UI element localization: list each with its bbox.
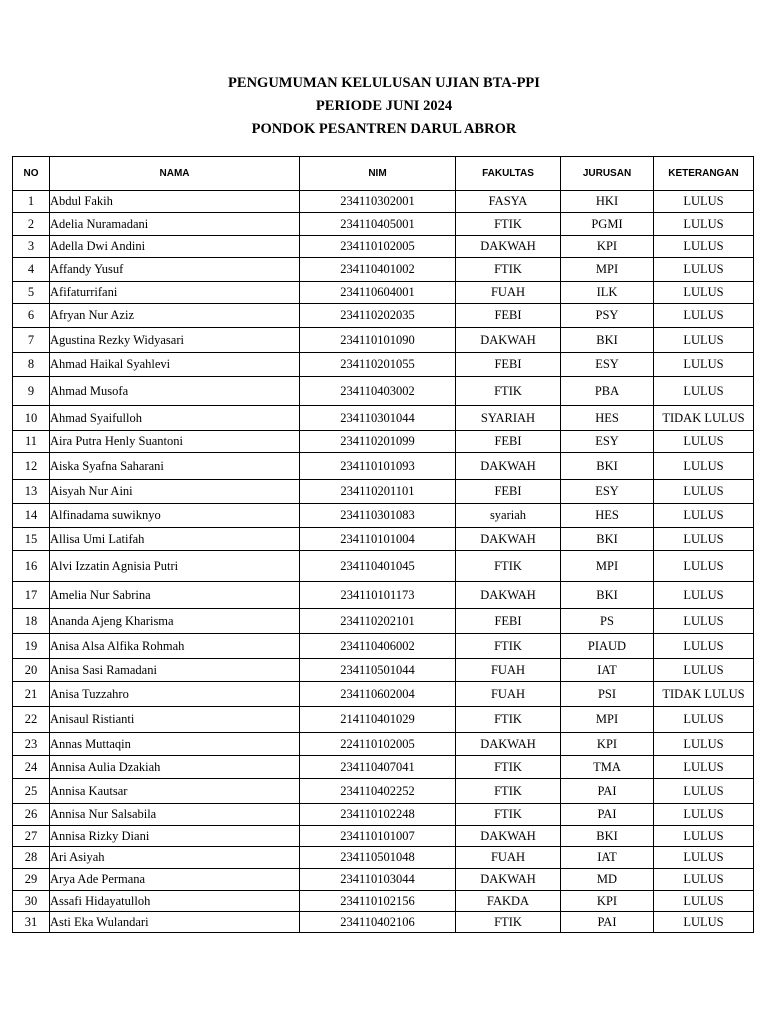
row-jurusan: MPI [561, 551, 654, 582]
table-row [13, 869, 754, 891]
row-keterangan: LULUS [654, 328, 754, 353]
table-row [13, 353, 754, 377]
row-no: 15 [13, 528, 50, 551]
row-nama: Alvi Izzatin Agnisia Putri [50, 551, 300, 582]
row-nim: 234110101173 [300, 582, 456, 609]
row-nama: Arya Ade Permana [50, 869, 300, 891]
row-fakultas: DAKWAH [456, 582, 561, 609]
row-nim: 234110201101 [300, 480, 456, 504]
row-nim: 234110302001 [300, 191, 456, 213]
row-nim: 234110201055 [300, 353, 456, 377]
row-no: 3 [13, 236, 50, 258]
row-nim: 234110402252 [300, 779, 456, 804]
row-no: 21 [13, 682, 50, 707]
row-nama: Adelia Nuramadani [50, 213, 300, 236]
table-row [13, 258, 754, 282]
row-nim: 234110604001 [300, 282, 456, 304]
row-no: 2 [13, 213, 50, 236]
title-line-3: PONDOK PESANTREN DARUL ABROR [251, 121, 517, 137]
row-nim: 234110501048 [300, 847, 456, 869]
row-keterangan: LULUS [654, 213, 754, 236]
row-jurusan: PSI [561, 682, 654, 707]
row-jurusan: ESY [561, 353, 654, 377]
row-no: 7 [13, 328, 50, 353]
row-jurusan: IAT [561, 847, 654, 869]
row-keterangan: LULUS [654, 551, 754, 582]
table-row [13, 213, 754, 236]
row-nim: 234110102248 [300, 804, 456, 826]
header-no: NO [13, 157, 50, 191]
row-fakultas: DAKWAH [456, 528, 561, 551]
row-keterangan: LULUS [654, 779, 754, 804]
row-keterangan: TIDAK LULUS [654, 682, 754, 707]
row-keterangan: LULUS [654, 609, 754, 634]
row-nim: 234110101004 [300, 528, 456, 551]
results-table [12, 156, 754, 933]
row-nama: Ari Asiyah [50, 847, 300, 869]
row-no: 22 [13, 707, 50, 733]
row-nama: Abdul Fakih [50, 191, 300, 213]
row-nama: Ananda Ajeng Kharisma [50, 609, 300, 634]
header-jurusan: JURUSAN [561, 157, 654, 191]
table-row [13, 236, 754, 258]
row-nim: 234110102005 [300, 236, 456, 258]
row-keterangan: LULUS [654, 733, 754, 756]
row-no: 14 [13, 504, 50, 528]
table-row [13, 504, 754, 528]
row-jurusan: PAI [561, 804, 654, 826]
row-nim: 234110402106 [300, 912, 456, 933]
row-keterangan: LULUS [654, 659, 754, 682]
row-nama: Annisa Aulia Dzakiah [50, 756, 300, 779]
row-keterangan: LULUS [654, 258, 754, 282]
row-no: 23 [13, 733, 50, 756]
table-row [13, 551, 754, 582]
table-row [13, 609, 754, 634]
row-nim: 234110201099 [300, 431, 456, 453]
row-fakultas: FUAH [456, 659, 561, 682]
table-row [13, 659, 754, 682]
table-row [13, 304, 754, 328]
row-nim: 234110101090 [300, 328, 456, 353]
row-keterangan: LULUS [654, 912, 754, 933]
row-nama: Anisa Sasi Ramadani [50, 659, 300, 682]
row-jurusan: HES [561, 406, 654, 431]
header-keterangan: KETERANGAN [654, 157, 754, 191]
row-fakultas: FUAH [456, 847, 561, 869]
row-no: 6 [13, 304, 50, 328]
row-fakultas: FEBI [456, 431, 561, 453]
row-keterangan: LULUS [654, 480, 754, 504]
row-fakultas: FUAH [456, 282, 561, 304]
row-fakultas: FTIK [456, 634, 561, 659]
row-fakultas: FEBI [456, 353, 561, 377]
row-keterangan: LULUS [654, 804, 754, 826]
row-keterangan: LULUS [654, 634, 754, 659]
row-nama: Ahmad Musofa [50, 377, 300, 406]
row-nama: Anisa Alsa Alfika Rohmah [50, 634, 300, 659]
row-keterangan: LULUS [654, 582, 754, 609]
row-fakultas: FTIK [456, 707, 561, 733]
row-nim: 214110401029 [300, 707, 456, 733]
row-fakultas: DAKWAH [456, 453, 561, 480]
row-jurusan: PS [561, 609, 654, 634]
row-nim: 234110301044 [300, 406, 456, 431]
row-nama: Anisa Tuzzahro [50, 682, 300, 707]
row-jurusan: KPI [561, 733, 654, 756]
row-nim: 234110501044 [300, 659, 456, 682]
row-no: 26 [13, 804, 50, 826]
row-no: 12 [13, 453, 50, 480]
row-nim: 234110102156 [300, 891, 456, 912]
row-no: 30 [13, 891, 50, 912]
table-row [13, 282, 754, 304]
row-nama: Adella Dwi Andini [50, 236, 300, 258]
row-no: 11 [13, 431, 50, 453]
row-keterangan: LULUS [654, 528, 754, 551]
row-nim: 234110202035 [300, 304, 456, 328]
row-nim: 234110403002 [300, 377, 456, 406]
row-fakultas: FASYA [456, 191, 561, 213]
row-nama: Aiska Syafna Saharani [50, 453, 300, 480]
table-row [13, 582, 754, 609]
row-fakultas: DAKWAH [456, 733, 561, 756]
row-fakultas: FTIK [456, 213, 561, 236]
document-title [0, 72, 768, 141]
row-jurusan: PIAUD [561, 634, 654, 659]
row-no: 18 [13, 609, 50, 634]
row-keterangan: LULUS [654, 353, 754, 377]
title-line-1: PENGUMUMAN KELULUSAN UJIAN BTA-PPI [228, 75, 540, 91]
row-keterangan: LULUS [654, 756, 754, 779]
row-no: 29 [13, 869, 50, 891]
table-row [13, 377, 754, 406]
row-jurusan: MD [561, 869, 654, 891]
row-keterangan: LULUS [654, 504, 754, 528]
row-no: 17 [13, 582, 50, 609]
row-nama: Ahmad Syaifulloh [50, 406, 300, 431]
row-jurusan: BKI [561, 826, 654, 847]
table-row [13, 191, 754, 213]
row-keterangan: LULUS [654, 869, 754, 891]
row-jurusan: PSY [561, 304, 654, 328]
row-fakultas: FEBI [456, 304, 561, 328]
row-nim: 234110202101 [300, 609, 456, 634]
row-no: 9 [13, 377, 50, 406]
row-nama: Annisa Kautsar [50, 779, 300, 804]
row-nim: 234110406002 [300, 634, 456, 659]
row-keterangan: TIDAK LULUS [654, 406, 754, 431]
row-no: 27 [13, 826, 50, 847]
row-nim: 234110301083 [300, 504, 456, 528]
header-fakultas: FAKULTAS [456, 157, 561, 191]
row-nama: Amelia Nur Sabrina [50, 582, 300, 609]
table-row [13, 528, 754, 551]
row-jurusan: BKI [561, 528, 654, 551]
row-fakultas: FTIK [456, 912, 561, 933]
row-jurusan: PAI [561, 912, 654, 933]
table-row [13, 804, 754, 826]
row-no: 19 [13, 634, 50, 659]
row-fakultas: FTIK [456, 804, 561, 826]
row-jurusan: IAT [561, 659, 654, 682]
row-fakultas: FEBI [456, 609, 561, 634]
row-fakultas: DAKWAH [456, 869, 561, 891]
row-nama: Aisyah Nur Aini [50, 480, 300, 504]
row-nim: 224110102005 [300, 733, 456, 756]
row-keterangan: LULUS [654, 826, 754, 847]
row-keterangan: LULUS [654, 282, 754, 304]
table-header-row [13, 157, 754, 191]
row-fakultas: FAKDA [456, 891, 561, 912]
row-no: 8 [13, 353, 50, 377]
table-row [13, 682, 754, 707]
row-no: 13 [13, 480, 50, 504]
row-keterangan: LULUS [654, 236, 754, 258]
row-jurusan: BKI [561, 582, 654, 609]
row-nama: Annisa Rizky Diani [50, 826, 300, 847]
row-keterangan: LULUS [654, 707, 754, 733]
row-fakultas: FUAH [456, 682, 561, 707]
table-row [13, 779, 754, 804]
row-jurusan: HKI [561, 191, 654, 213]
row-keterangan: LULUS [654, 847, 754, 869]
row-jurusan: HES [561, 504, 654, 528]
row-jurusan: ILK [561, 282, 654, 304]
row-nim: 234110101007 [300, 826, 456, 847]
row-no: 1 [13, 191, 50, 213]
row-nama: Affandy Yusuf [50, 258, 300, 282]
row-no: 4 [13, 258, 50, 282]
row-no: 20 [13, 659, 50, 682]
row-fakultas: FEBI [456, 480, 561, 504]
row-fakultas: FTIK [456, 377, 561, 406]
row-nama: Anisaul Ristianti [50, 707, 300, 733]
row-nim: 234110401045 [300, 551, 456, 582]
row-fakultas: DAKWAH [456, 826, 561, 847]
table-row [13, 912, 754, 933]
row-jurusan: BKI [561, 328, 654, 353]
row-nama: Agustina Rezky Widyasari [50, 328, 300, 353]
row-jurusan: KPI [561, 236, 654, 258]
row-nama: Alfinadama suwiknyo [50, 504, 300, 528]
row-fakultas: syariah [456, 504, 561, 528]
row-nama: Ahmad Haikal Syahlevi [50, 353, 300, 377]
row-no: 16 [13, 551, 50, 582]
row-jurusan: MPI [561, 258, 654, 282]
row-jurusan: ESY [561, 480, 654, 504]
row-keterangan: LULUS [654, 191, 754, 213]
table-row [13, 406, 754, 431]
row-jurusan: PAI [561, 779, 654, 804]
row-no: 5 [13, 282, 50, 304]
table-row [13, 826, 754, 847]
row-jurusan: KPI [561, 891, 654, 912]
table-row [13, 847, 754, 869]
row-fakultas: FTIK [456, 551, 561, 582]
row-nama: Afifaturrifani [50, 282, 300, 304]
title-line-2: PERIODE JUNI 2024 [315, 98, 453, 114]
row-jurusan: ESY [561, 431, 654, 453]
row-nama: Assafi Hidayatulloh [50, 891, 300, 912]
row-nama: Annisa Nur Salsabila [50, 804, 300, 826]
row-fakultas: FTIK [456, 779, 561, 804]
row-no: 31 [13, 912, 50, 933]
table-body [13, 191, 754, 933]
table-row [13, 634, 754, 659]
row-nama: Afryan Nur Aziz [50, 304, 300, 328]
row-nama: Asti Eka Wulandari [50, 912, 300, 933]
row-fakultas: FTIK [456, 756, 561, 779]
row-no: 25 [13, 779, 50, 804]
row-fakultas: DAKWAH [456, 236, 561, 258]
row-nim: 234110602004 [300, 682, 456, 707]
row-no: 28 [13, 847, 50, 869]
row-nim: 234110407041 [300, 756, 456, 779]
table-row [13, 431, 754, 453]
row-jurusan: PBA [561, 377, 654, 406]
row-no: 10 [13, 406, 50, 431]
row-keterangan: LULUS [654, 377, 754, 406]
header-nama: NAMA [50, 157, 300, 191]
row-jurusan: PGMI [561, 213, 654, 236]
row-keterangan: LULUS [654, 304, 754, 328]
row-keterangan: LULUS [654, 453, 754, 480]
row-jurusan: BKI [561, 453, 654, 480]
row-fakultas: FTIK [456, 258, 561, 282]
row-jurusan: MPI [561, 707, 654, 733]
row-nim: 234110101093 [300, 453, 456, 480]
table-row [13, 328, 754, 353]
header-nim: NIM [300, 157, 456, 191]
table-row [13, 480, 754, 504]
table-row [13, 453, 754, 480]
row-nama: Aira Putra Henly Suantoni [50, 431, 300, 453]
row-jurusan: TMA [561, 756, 654, 779]
row-no: 24 [13, 756, 50, 779]
row-nama: Annas Muttaqin [50, 733, 300, 756]
row-nama: Allisa Umi Latifah [50, 528, 300, 551]
table-row [13, 733, 754, 756]
table-row [13, 707, 754, 733]
table-row [13, 756, 754, 779]
row-nim: 234110103044 [300, 869, 456, 891]
row-nim: 234110401002 [300, 258, 456, 282]
row-fakultas: SYARIAH [456, 406, 561, 431]
table-row [13, 891, 754, 912]
row-nim: 234110405001 [300, 213, 456, 236]
row-keterangan: LULUS [654, 891, 754, 912]
row-fakultas: DAKWAH [456, 328, 561, 353]
row-keterangan: LULUS [654, 431, 754, 453]
